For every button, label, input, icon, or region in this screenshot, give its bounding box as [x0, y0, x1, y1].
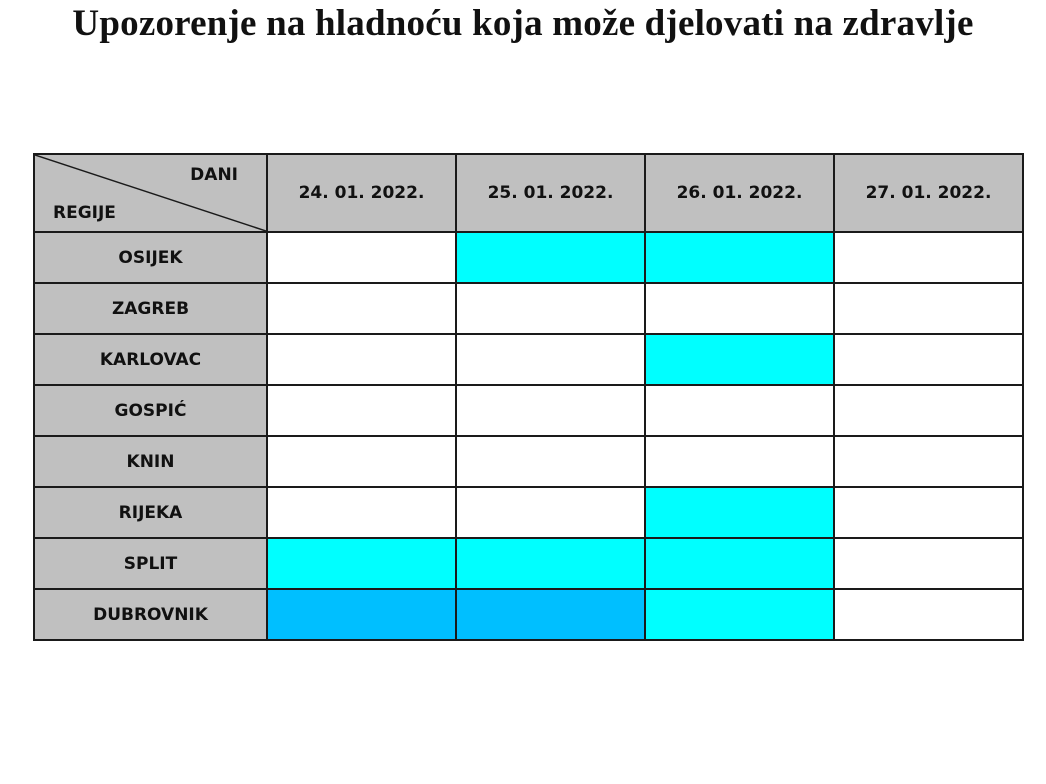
- warning-cell: [456, 334, 645, 385]
- warning-table: [33, 153, 1024, 641]
- warning-cell: [834, 283, 1023, 334]
- table-row: [34, 538, 1023, 589]
- warning-cell: [456, 283, 645, 334]
- table-row: [34, 232, 1023, 283]
- warning-cell: [645, 232, 834, 283]
- warning-cell: [834, 538, 1023, 589]
- warning-cell: [267, 232, 456, 283]
- days-label: DANI: [190, 165, 238, 185]
- warning-cell: [456, 385, 645, 436]
- region-label: KNIN: [34, 436, 267, 487]
- warning-cell: [645, 385, 834, 436]
- warning-cell: [267, 385, 456, 436]
- warning-cell: [834, 385, 1023, 436]
- date-header-cell: 25. 01. 2022.: [456, 154, 645, 232]
- table-row: [34, 283, 1023, 334]
- table-header-row: [34, 154, 1023, 232]
- warning-cell: [267, 487, 456, 538]
- warning-cell: [456, 232, 645, 283]
- region-label: RIJEKA: [34, 487, 267, 538]
- region-label: KARLOVAC: [34, 334, 267, 385]
- table-row: [34, 436, 1023, 487]
- warning-cell: [267, 283, 456, 334]
- warning-cell: [456, 436, 645, 487]
- corner-header-cell: [34, 154, 267, 232]
- warning-cell: [267, 589, 456, 640]
- warning-cell: [834, 232, 1023, 283]
- warning-cell: [645, 538, 834, 589]
- table-row: [34, 487, 1023, 538]
- warning-cell: [645, 436, 834, 487]
- warning-cell: [834, 589, 1023, 640]
- table-row: [34, 589, 1023, 640]
- warning-cell: [834, 334, 1023, 385]
- page-title: Upozorenje na hladnoću koja može djelovati na zdravlje: [72, 3, 974, 44]
- date-header-cell: 24. 01. 2022.: [267, 154, 456, 232]
- region-label: SPLIT: [34, 538, 267, 589]
- date-header-cell: 27. 01. 2022.: [834, 154, 1023, 232]
- warning-cell: [456, 589, 645, 640]
- region-label: OSIJEK: [34, 232, 267, 283]
- table-row: [34, 334, 1023, 385]
- date-header-cell: 26. 01. 2022.: [645, 154, 834, 232]
- warning-cell: [456, 538, 645, 589]
- warning-cell: [267, 334, 456, 385]
- warning-cell: [267, 436, 456, 487]
- table-row: [34, 385, 1023, 436]
- warning-cell: [645, 283, 834, 334]
- warning-cell: [645, 589, 834, 640]
- region-label: GOSPIĆ: [34, 385, 267, 436]
- warning-cell: [645, 487, 834, 538]
- regions-label: REGIJE: [53, 203, 116, 223]
- warning-cell: [456, 487, 645, 538]
- region-label: DUBROVNIK: [34, 589, 267, 640]
- region-label: ZAGREB: [34, 283, 267, 334]
- warning-cell: [267, 538, 456, 589]
- warning-cell: [834, 487, 1023, 538]
- warning-cell: [834, 436, 1023, 487]
- warning-cell: [645, 334, 834, 385]
